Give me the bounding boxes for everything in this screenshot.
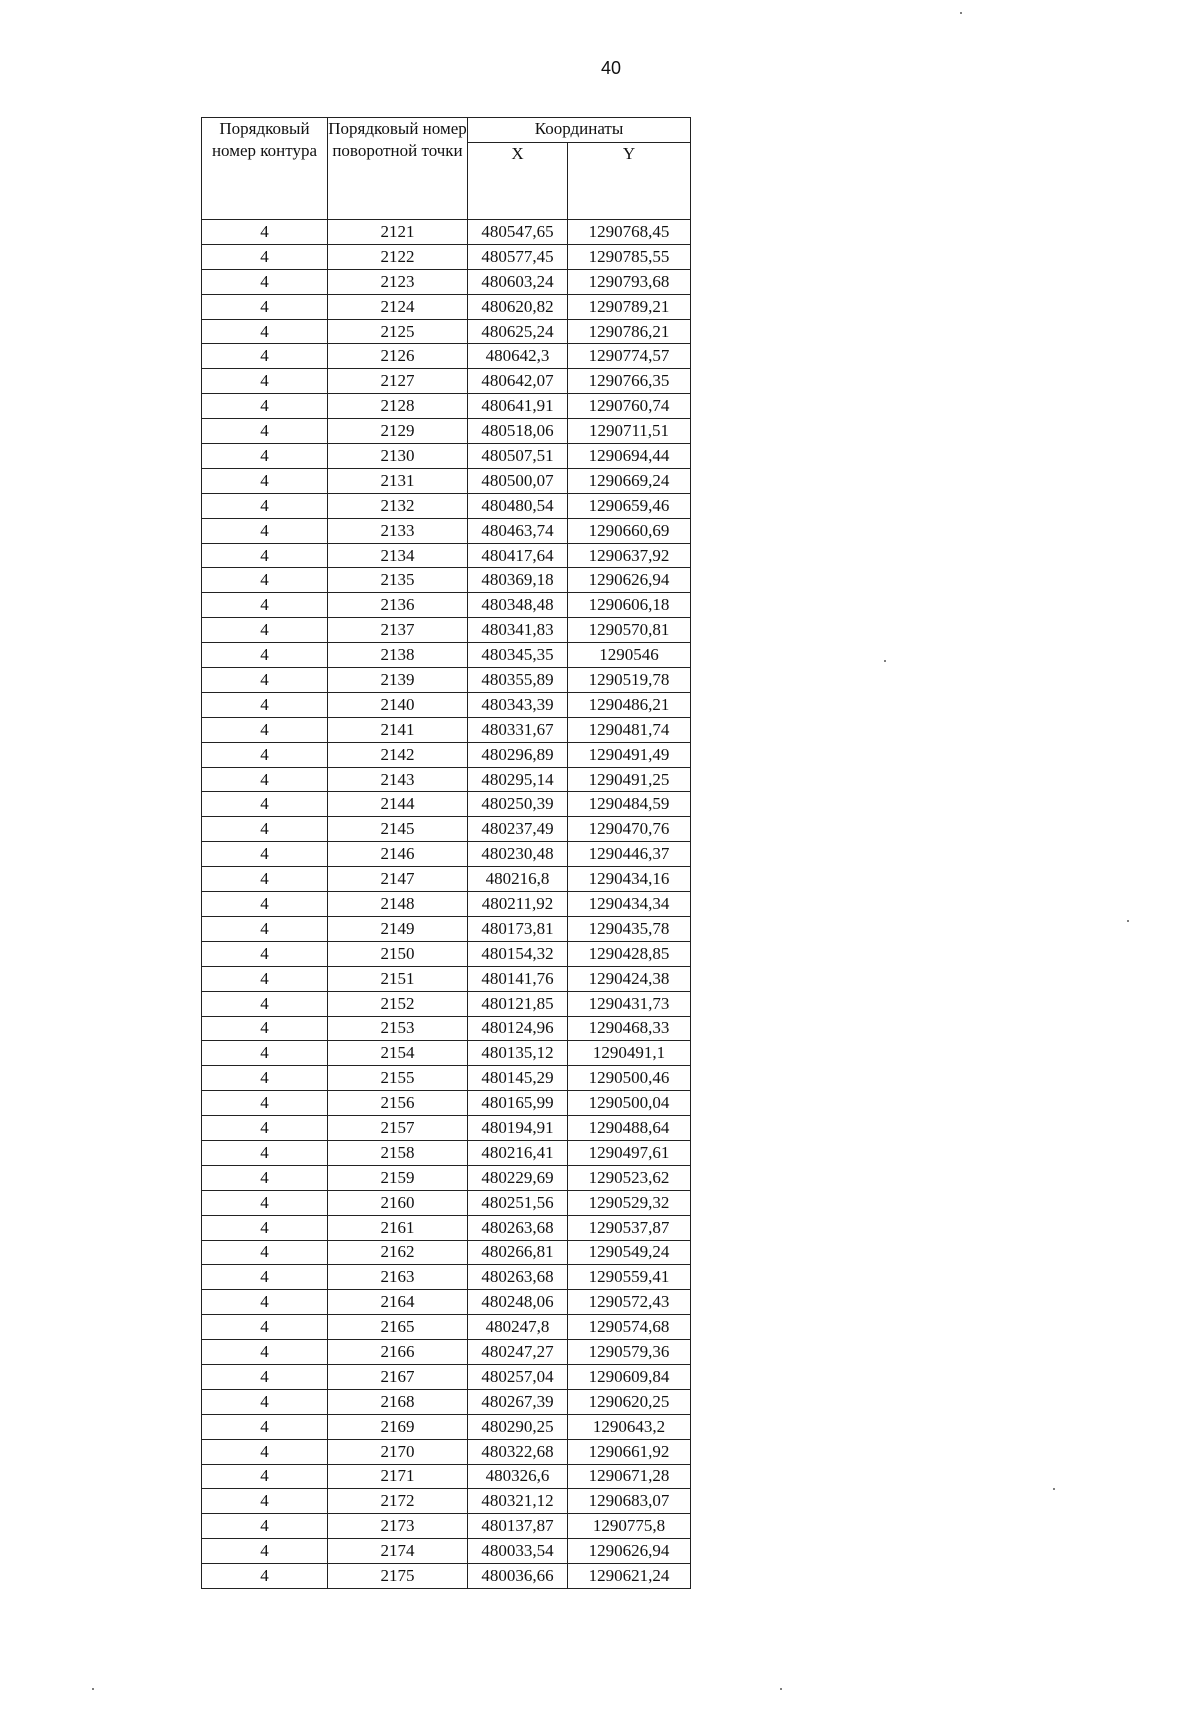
cell-contour: 4	[202, 941, 328, 966]
cell-point: 2157	[328, 1116, 468, 1141]
cell-x: 480603,24	[468, 269, 568, 294]
cell-point: 2140	[328, 692, 468, 717]
cell-contour: 4	[202, 1514, 328, 1539]
cell-point: 2155	[328, 1066, 468, 1091]
cell-x: 480216,8	[468, 867, 568, 892]
cell-x: 480250,39	[468, 792, 568, 817]
cell-contour: 4	[202, 1489, 328, 1514]
table-row	[202, 244, 691, 269]
cell-y: 1290424,38	[568, 966, 691, 991]
cell-point: 2145	[328, 817, 468, 842]
header-y: Y	[568, 143, 691, 220]
cell-contour: 4	[202, 419, 328, 444]
cell-contour: 4	[202, 1190, 328, 1215]
cell-contour: 4	[202, 892, 328, 917]
cell-point: 2141	[328, 717, 468, 742]
cell-contour: 4	[202, 1539, 328, 1564]
table-row	[202, 568, 691, 593]
cell-point: 2164	[328, 1290, 468, 1315]
cell-x: 480145,29	[468, 1066, 568, 1091]
table-row	[202, 294, 691, 319]
cell-x: 480322,68	[468, 1439, 568, 1464]
cell-x: 480417,64	[468, 543, 568, 568]
scan-speck	[1127, 920, 1129, 922]
cell-x: 480033,54	[468, 1539, 568, 1564]
table-row	[202, 1190, 691, 1215]
table-row	[202, 717, 691, 742]
table-row	[202, 966, 691, 991]
cell-point: 2148	[328, 892, 468, 917]
cell-x: 480194,91	[468, 1116, 568, 1141]
table-row	[202, 1439, 691, 1464]
table-row	[202, 817, 691, 842]
cell-x: 480135,12	[468, 1041, 568, 1066]
table-row	[202, 1116, 691, 1141]
cell-contour: 4	[202, 1066, 328, 1091]
cell-y: 1290766,35	[568, 369, 691, 394]
cell-y: 1290484,59	[568, 792, 691, 817]
cell-contour: 4	[202, 618, 328, 643]
cell-point: 2174	[328, 1539, 468, 1564]
table-row	[202, 941, 691, 966]
cell-x: 480121,85	[468, 991, 568, 1016]
cell-contour: 4	[202, 767, 328, 792]
cell-y: 1290786,21	[568, 319, 691, 344]
cell-contour: 4	[202, 692, 328, 717]
cell-y: 1290659,46	[568, 493, 691, 518]
table-row	[202, 1165, 691, 1190]
cell-x: 480547,65	[468, 220, 568, 245]
cell-y: 1290621,24	[568, 1564, 691, 1589]
cell-contour: 4	[202, 593, 328, 618]
table-row	[202, 618, 691, 643]
table-row	[202, 692, 691, 717]
cell-contour: 4	[202, 966, 328, 991]
cell-y: 1290643,2	[568, 1414, 691, 1439]
cell-point: 2138	[328, 643, 468, 668]
table-row	[202, 518, 691, 543]
cell-contour: 4	[202, 792, 328, 817]
cell-y: 1290789,21	[568, 294, 691, 319]
cell-contour: 4	[202, 294, 328, 319]
cell-point: 2131	[328, 468, 468, 493]
cell-point: 2128	[328, 394, 468, 419]
scan-speck	[1053, 1488, 1055, 1490]
table-row	[202, 1389, 691, 1414]
table-row	[202, 493, 691, 518]
header-coordinates: Координаты	[468, 118, 691, 143]
cell-point: 2159	[328, 1165, 468, 1190]
cell-x: 480369,18	[468, 568, 568, 593]
cell-contour: 4	[202, 1439, 328, 1464]
table-row	[202, 444, 691, 469]
table-row	[202, 1514, 691, 1539]
cell-point: 2151	[328, 966, 468, 991]
table-row	[202, 1066, 691, 1091]
cell-y: 1290660,69	[568, 518, 691, 543]
cell-contour: 4	[202, 1464, 328, 1489]
cell-contour: 4	[202, 244, 328, 269]
cell-contour: 4	[202, 1140, 328, 1165]
cell-point: 2156	[328, 1091, 468, 1116]
cell-contour: 4	[202, 1215, 328, 1240]
cell-y: 1290683,07	[568, 1489, 691, 1514]
cell-contour: 4	[202, 543, 328, 568]
cell-x: 480263,68	[468, 1265, 568, 1290]
cell-x: 480247,27	[468, 1340, 568, 1365]
cell-y: 1290606,18	[568, 593, 691, 618]
cell-point: 2137	[328, 618, 468, 643]
cell-x: 480500,07	[468, 468, 568, 493]
cell-contour: 4	[202, 220, 328, 245]
cell-contour: 4	[202, 1389, 328, 1414]
cell-point: 2160	[328, 1190, 468, 1215]
cell-y: 1290775,8	[568, 1514, 691, 1539]
cell-y: 1290793,68	[568, 269, 691, 294]
cell-x: 480036,66	[468, 1564, 568, 1589]
cell-x: 480355,89	[468, 668, 568, 693]
cell-x: 480211,92	[468, 892, 568, 917]
table-row	[202, 319, 691, 344]
table-row	[202, 1091, 691, 1116]
cell-contour: 4	[202, 742, 328, 767]
cell-point: 2146	[328, 842, 468, 867]
cell-x: 480247,8	[468, 1315, 568, 1340]
table-row	[202, 1489, 691, 1514]
cell-y: 1290669,24	[568, 468, 691, 493]
cell-point: 2144	[328, 792, 468, 817]
cell-y: 1290468,33	[568, 1016, 691, 1041]
cell-contour: 4	[202, 817, 328, 842]
cell-point: 2152	[328, 991, 468, 1016]
cell-point: 2139	[328, 668, 468, 693]
cell-y: 1290559,41	[568, 1265, 691, 1290]
cell-x: 480343,39	[468, 692, 568, 717]
scan-speck	[884, 660, 886, 662]
table-row	[202, 468, 691, 493]
cell-contour: 4	[202, 319, 328, 344]
cell-contour: 4	[202, 916, 328, 941]
cell-y: 1290711,51	[568, 419, 691, 444]
cell-x: 480326,6	[468, 1464, 568, 1489]
table-row	[202, 1265, 691, 1290]
cell-y: 1290768,45	[568, 220, 691, 245]
cell-point: 2147	[328, 867, 468, 892]
cell-x: 480463,74	[468, 518, 568, 543]
table-row	[202, 916, 691, 941]
cell-contour: 4	[202, 1091, 328, 1116]
cell-contour: 4	[202, 468, 328, 493]
cell-y: 1290435,78	[568, 916, 691, 941]
table-row	[202, 767, 691, 792]
cell-x: 480620,82	[468, 294, 568, 319]
scan-speck	[92, 1688, 94, 1690]
cell-contour: 4	[202, 867, 328, 892]
cell-point: 2126	[328, 344, 468, 369]
cell-contour: 4	[202, 444, 328, 469]
cell-x: 480641,91	[468, 394, 568, 419]
cell-contour: 4	[202, 842, 328, 867]
cell-contour: 4	[202, 1265, 328, 1290]
cell-y: 1290785,55	[568, 244, 691, 269]
cell-x: 480321,12	[468, 1489, 568, 1514]
cell-x: 480266,81	[468, 1240, 568, 1265]
table-row	[202, 1290, 691, 1315]
scan-speck	[960, 12, 962, 14]
table-row	[202, 1240, 691, 1265]
cell-x: 480296,89	[468, 742, 568, 767]
cell-x: 480518,06	[468, 419, 568, 444]
cell-point: 2149	[328, 916, 468, 941]
table-row	[202, 1016, 691, 1041]
table-row	[202, 593, 691, 618]
cell-x: 480257,04	[468, 1364, 568, 1389]
cell-contour: 4	[202, 668, 328, 693]
cell-y: 1290491,49	[568, 742, 691, 767]
table-row	[202, 419, 691, 444]
cell-y: 1290570,81	[568, 618, 691, 643]
table-row	[202, 220, 691, 245]
cell-y: 1290579,36	[568, 1340, 691, 1365]
page-number: 40	[600, 58, 622, 78]
cell-x: 480251,56	[468, 1190, 568, 1215]
table-row	[202, 543, 691, 568]
cell-y: 1290497,61	[568, 1140, 691, 1165]
table-row	[202, 742, 691, 767]
table-row	[202, 892, 691, 917]
cell-x: 480625,24	[468, 319, 568, 344]
cell-x: 480248,06	[468, 1290, 568, 1315]
cell-y: 1290760,74	[568, 394, 691, 419]
cell-point: 2134	[328, 543, 468, 568]
cell-y: 1290431,73	[568, 991, 691, 1016]
cell-contour: 4	[202, 1414, 328, 1439]
cell-contour: 4	[202, 369, 328, 394]
cell-point: 2142	[328, 742, 468, 767]
cell-x: 480216,41	[468, 1140, 568, 1165]
cell-y: 1290434,16	[568, 867, 691, 892]
table-row	[202, 867, 691, 892]
cell-point: 2166	[328, 1340, 468, 1365]
cell-y: 1290519,78	[568, 668, 691, 693]
cell-x: 480237,49	[468, 817, 568, 842]
cell-contour: 4	[202, 1016, 328, 1041]
cell-x: 480331,67	[468, 717, 568, 742]
cell-y: 1290500,46	[568, 1066, 691, 1091]
table-row	[202, 269, 691, 294]
cell-contour: 4	[202, 518, 328, 543]
cell-y: 1290523,62	[568, 1165, 691, 1190]
cell-y: 1290572,43	[568, 1290, 691, 1315]
cell-point: 2153	[328, 1016, 468, 1041]
table-row	[202, 1464, 691, 1489]
cell-y: 1290546	[568, 643, 691, 668]
cell-point: 2163	[328, 1265, 468, 1290]
cell-point: 2175	[328, 1564, 468, 1589]
cell-contour: 4	[202, 269, 328, 294]
cell-point: 2162	[328, 1240, 468, 1265]
table-row	[202, 991, 691, 1016]
cell-x: 480642,3	[468, 344, 568, 369]
cell-point: 2169	[328, 1414, 468, 1439]
cell-y: 1290481,74	[568, 717, 691, 742]
cell-point: 2136	[328, 593, 468, 618]
header-point-number: Порядковый номер поворотной точки	[328, 118, 468, 220]
cell-point: 2125	[328, 319, 468, 344]
cell-point: 2127	[328, 369, 468, 394]
cell-contour: 4	[202, 717, 328, 742]
table-row	[202, 668, 691, 693]
cell-contour: 4	[202, 1290, 328, 1315]
cell-y: 1290774,57	[568, 344, 691, 369]
table-row	[202, 1564, 691, 1589]
cell-y: 1290620,25	[568, 1389, 691, 1414]
cell-point: 2173	[328, 1514, 468, 1539]
cell-y: 1290500,04	[568, 1091, 691, 1116]
cell-y: 1290428,85	[568, 941, 691, 966]
cell-y: 1290537,87	[568, 1215, 691, 1240]
cell-contour: 4	[202, 568, 328, 593]
cell-contour: 4	[202, 493, 328, 518]
cell-x: 480341,83	[468, 618, 568, 643]
coordinates-table	[201, 117, 691, 1589]
cell-point: 2143	[328, 767, 468, 792]
cell-point: 2123	[328, 269, 468, 294]
cell-contour: 4	[202, 344, 328, 369]
cell-point: 2158	[328, 1140, 468, 1165]
cell-point: 2130	[328, 444, 468, 469]
cell-point: 2122	[328, 244, 468, 269]
cell-point: 2135	[328, 568, 468, 593]
cell-contour: 4	[202, 1116, 328, 1141]
cell-point: 2154	[328, 1041, 468, 1066]
cell-y: 1290470,76	[568, 817, 691, 842]
cell-x: 480137,87	[468, 1514, 568, 1539]
cell-point: 2165	[328, 1315, 468, 1340]
cell-x: 480230,48	[468, 842, 568, 867]
cell-y: 1290491,25	[568, 767, 691, 792]
cell-point: 2124	[328, 294, 468, 319]
cell-contour: 4	[202, 1240, 328, 1265]
cell-x: 480267,39	[468, 1389, 568, 1414]
cell-point: 2170	[328, 1439, 468, 1464]
table-row	[202, 1539, 691, 1564]
cell-y: 1290671,28	[568, 1464, 691, 1489]
cell-point: 2172	[328, 1489, 468, 1514]
table-row	[202, 643, 691, 668]
cell-point: 2150	[328, 941, 468, 966]
table-row	[202, 1041, 691, 1066]
cell-x: 480165,99	[468, 1091, 568, 1116]
cell-x: 480154,32	[468, 941, 568, 966]
cell-y: 1290488,64	[568, 1116, 691, 1141]
cell-y: 1290434,34	[568, 892, 691, 917]
cell-contour: 4	[202, 1564, 328, 1589]
cell-x: 480507,51	[468, 444, 568, 469]
table-row	[202, 1140, 691, 1165]
cell-y: 1290574,68	[568, 1315, 691, 1340]
cell-y: 1290626,94	[568, 1539, 691, 1564]
cell-y: 1290529,32	[568, 1190, 691, 1215]
table-row	[202, 394, 691, 419]
cell-y: 1290491,1	[568, 1041, 691, 1066]
cell-x: 480229,69	[468, 1165, 568, 1190]
cell-point: 2133	[328, 518, 468, 543]
cell-x: 480577,45	[468, 244, 568, 269]
cell-x: 480480,54	[468, 493, 568, 518]
table-row	[202, 1414, 691, 1439]
scan-speck	[780, 1688, 782, 1690]
cell-contour: 4	[202, 394, 328, 419]
cell-contour: 4	[202, 1165, 328, 1190]
table-row	[202, 1340, 691, 1365]
cell-x: 480173,81	[468, 916, 568, 941]
cell-point: 2121	[328, 220, 468, 245]
cell-point: 2167	[328, 1364, 468, 1389]
cell-y: 1290446,37	[568, 842, 691, 867]
table-row	[202, 1215, 691, 1240]
header-x: X	[468, 143, 568, 220]
cell-y: 1290694,44	[568, 444, 691, 469]
cell-point: 2171	[328, 1464, 468, 1489]
table-row	[202, 842, 691, 867]
cell-x: 480141,76	[468, 966, 568, 991]
cell-contour: 4	[202, 1340, 328, 1365]
cell-y: 1290661,92	[568, 1439, 691, 1464]
cell-y: 1290626,94	[568, 568, 691, 593]
table-row	[202, 1364, 691, 1389]
cell-y: 1290486,21	[568, 692, 691, 717]
cell-x: 480290,25	[468, 1414, 568, 1439]
cell-point: 2129	[328, 419, 468, 444]
cell-x: 480263,68	[468, 1215, 568, 1240]
cell-contour: 4	[202, 1364, 328, 1389]
cell-y: 1290637,92	[568, 543, 691, 568]
cell-x: 480295,14	[468, 767, 568, 792]
table-row	[202, 792, 691, 817]
cell-point: 2132	[328, 493, 468, 518]
table-row	[202, 1315, 691, 1340]
cell-contour: 4	[202, 1041, 328, 1066]
cell-contour: 4	[202, 643, 328, 668]
table-body	[202, 220, 691, 1589]
cell-x: 480124,96	[468, 1016, 568, 1041]
cell-x: 480345,35	[468, 643, 568, 668]
cell-x: 480348,48	[468, 593, 568, 618]
cell-point: 2161	[328, 1215, 468, 1240]
table-row	[202, 344, 691, 369]
cell-contour: 4	[202, 991, 328, 1016]
cell-y: 1290609,84	[568, 1364, 691, 1389]
cell-y: 1290549,24	[568, 1240, 691, 1265]
cell-point: 2168	[328, 1389, 468, 1414]
table-row	[202, 369, 691, 394]
cell-x: 480642,07	[468, 369, 568, 394]
header-contour-number: Порядковый номер контура	[202, 118, 328, 220]
cell-contour: 4	[202, 1315, 328, 1340]
